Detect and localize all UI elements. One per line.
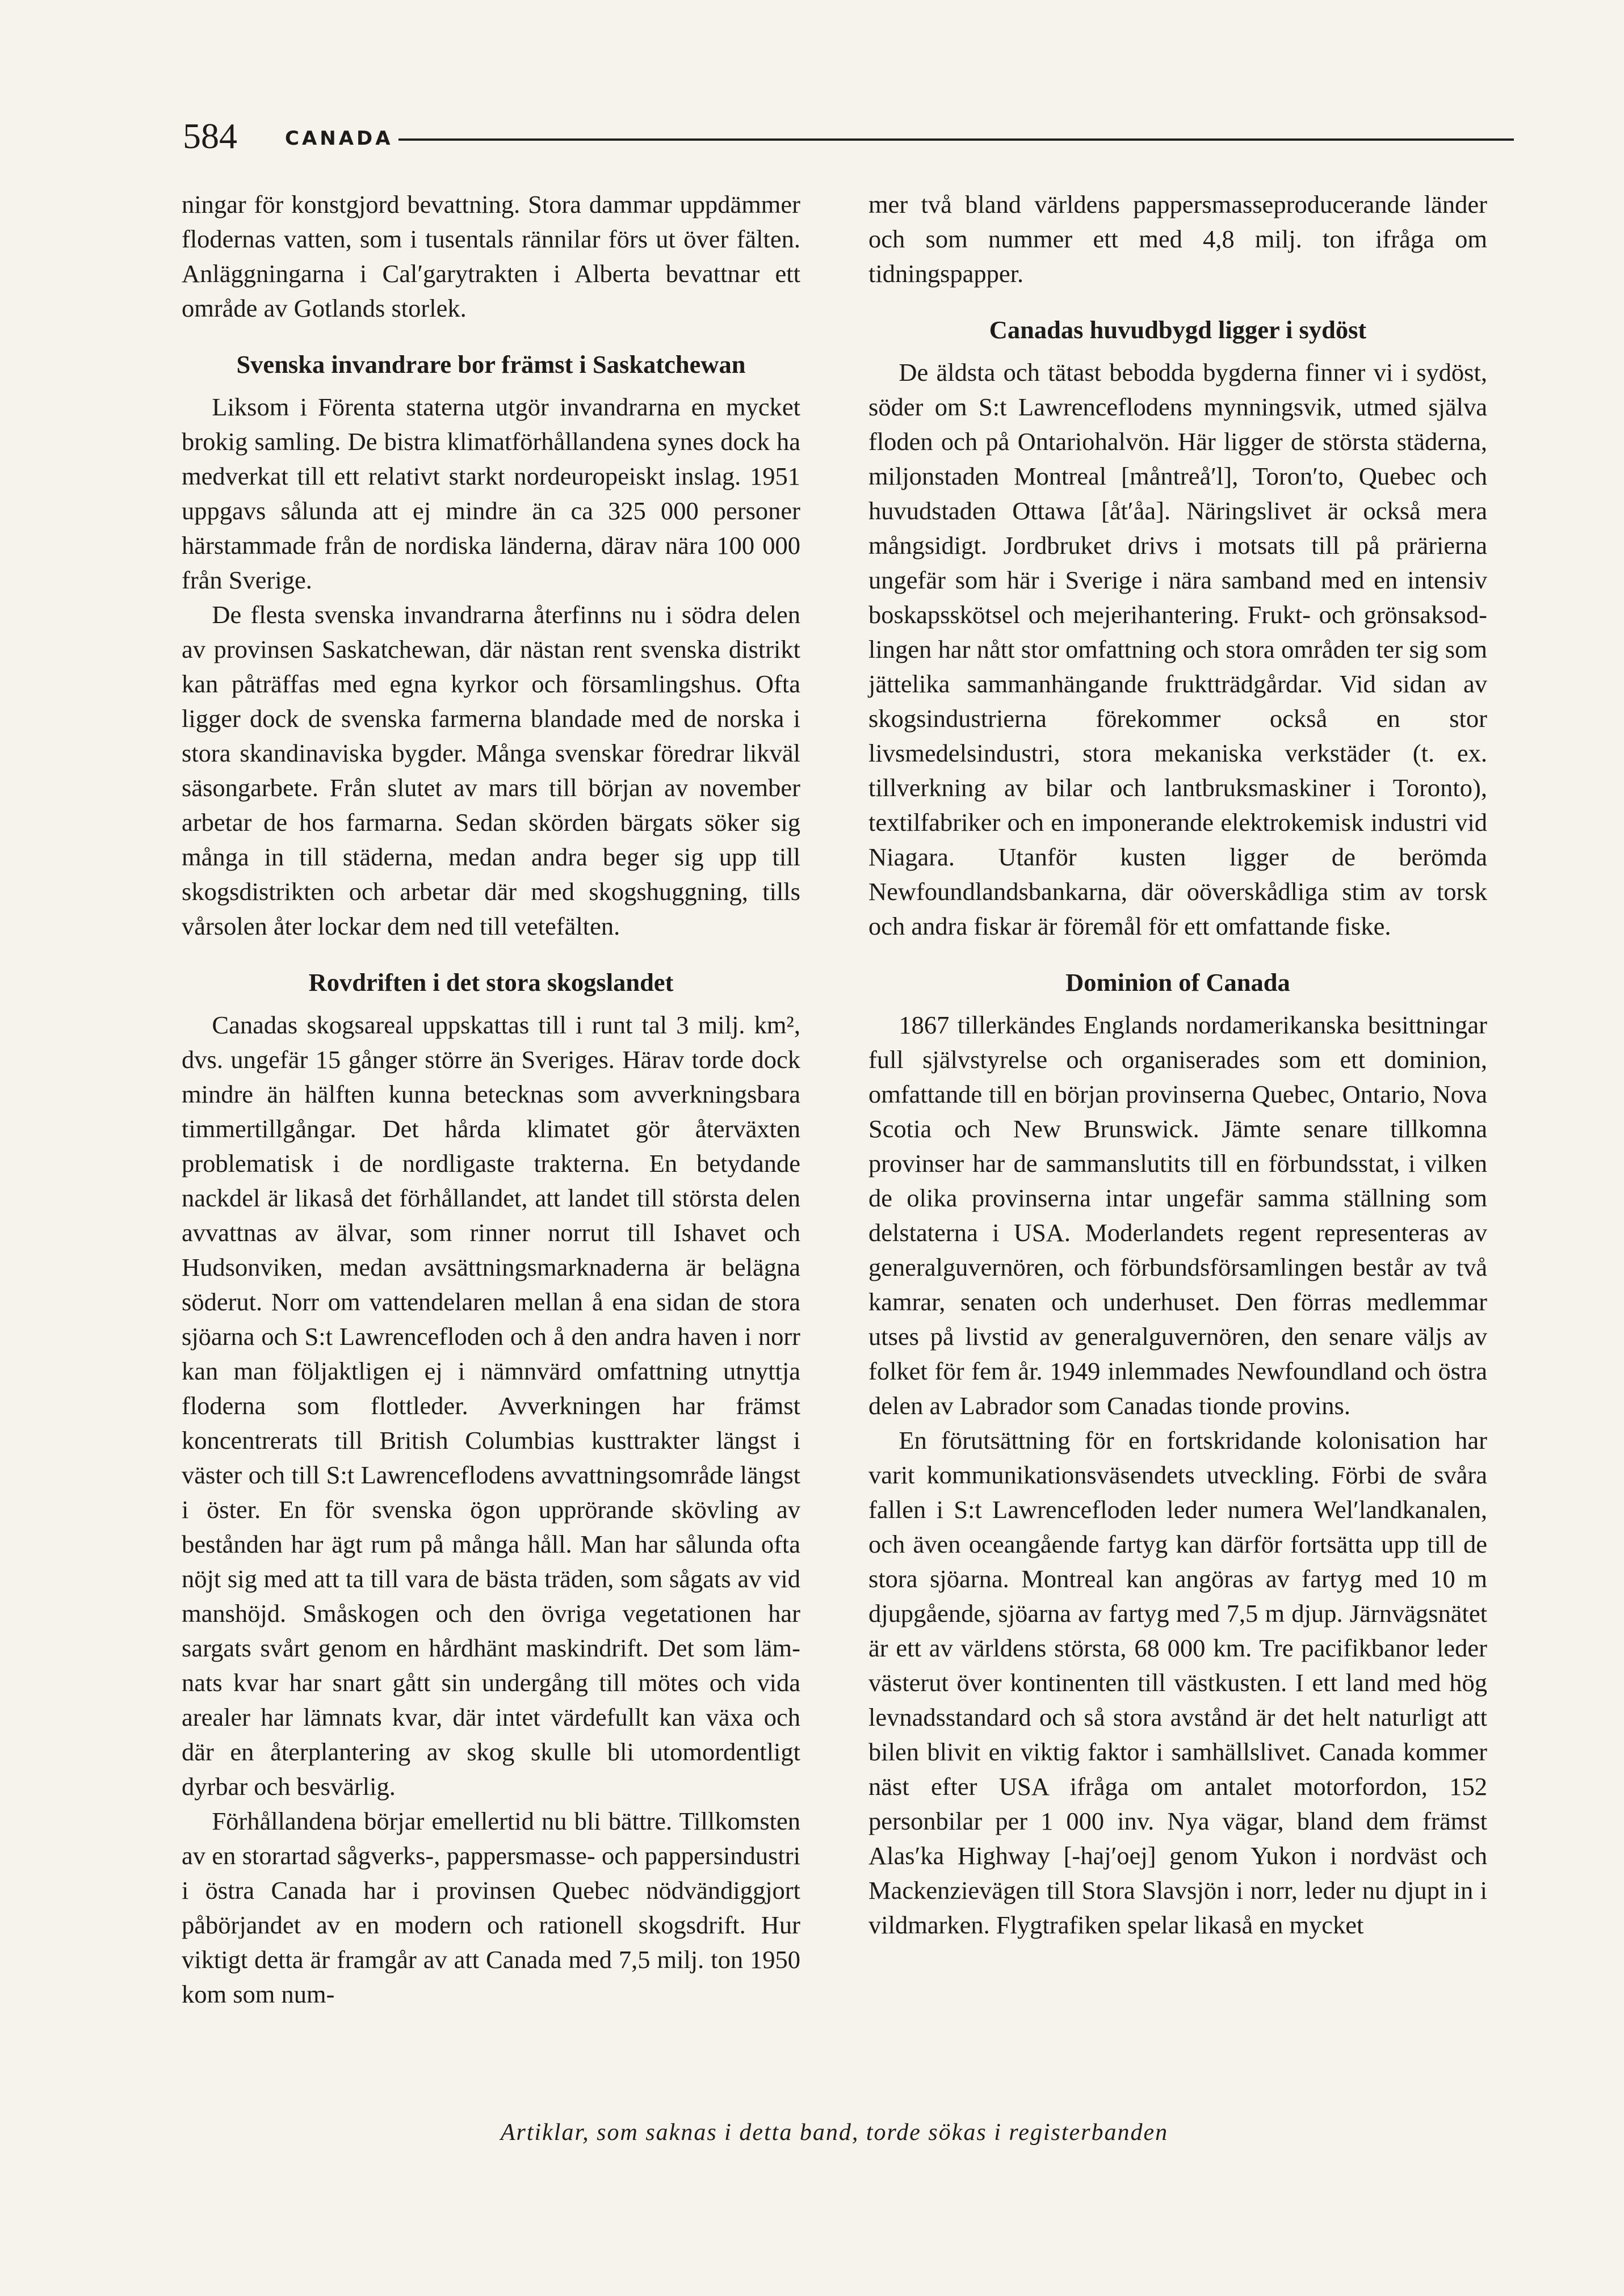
paragraph: Förhållandena börjar emellertid nu bli bättre. Tillkomsten av en storartad sågverks-, pappersmasse- och pappersindustri i östra Canada har i provinsen Quebec nödvändiggjort påbörjandet av en modern och rationell skogsdrift. Hur viktigt detta är framgår av att Canada med 7,5 milj. ton 1950 kom som num- [182,1807,800,2008]
paragraph: ningar för konstgjord bevattning. Stora dammar uppdämmer flodernas vatten, som i tusentals rännilar förs ut över fälten. Anläggningarna i Cal′garytrakten i Alberta bevattnar ett område av Gotlands storlek. [182,190,800,322]
running-head: CANADA [285,127,393,150]
page-number: 584 [183,116,237,156]
section-heading: Svenska invandrare bor främst i Saskatchewan [236,350,746,379]
paragraph: mer två bland världens pappersmasseproducerande länder och som nummer ett med 4,8 milj. ton ifråga om tidningspapper. [868,190,1487,288]
right-column [868,187,1487,1942]
paragraph: Liksom i Förenta staterna utgör invandrarna en mycket brokig samling. De bistra klimatförhållandena synes dock ha medverkat till ett relativt starkt nordeuropeiskt inslag. 1951 uppgavs sålunda att ej mindre än ca 325 000 personer härstammade från de nordiska länderna, därav nära 100 000 från Sverige. [182,393,800,594]
section-heading: Canadas huvudbygd ligger i sydöst [989,316,1367,344]
left-column [182,187,800,2012]
footer-note: Artiklar, som saknas i detta band, torde sökas i registerbanden [500,2120,1169,2146]
paragraph: Canadas skogsareal uppskattas till i runt tal 3 milj. km², dvs. ungefär 15 gånger större än Sveriges. Härav torde dock mindre än hälften kunna betecknas som avverkningsbara timmertillgångar. Det hårda klimatet gör återväxten problematisk i de nordligaste trakterna. En betydande nackdel är likaså det förhållandet, att landet till största delen avvattnas av älvar, som rinner norrut till Ishavet och Hudsonviken, medan avsättningsmarknaderna är belägna söderut. Norr om vattendelaren mellan å ena sidan de stora sjöarna och S:t Lawrencefloden och å den andra haven i norr kan man följaktligen ej i nämnvärd omfattning utnyttja floderna som flottleder. Avverkningen har främst koncentrerats till British Columbias kusttrakter längst i väster och till S:t Lawrenceflodens avvattningsområde längst i öster. En för svenska ögon upprörande skövling av bestånden har ägt rum på många håll. Man har sålunda ofta nöjt sig med att ta till vara de bästa träden, som sågats av vid manshöjd. Småskogen och den övriga vegetationen har sargats svårt genom en hårdhänt maskindrift. Det som lämnats kvar har snart gått sin undergång till mötes och vida arealer har lämnats kvar, där intet värdefullt kan växa och där en återplantering av skog skulle bli utomordentligt dyrbar och besvärlig. [182,1011,800,1801]
paragraph: En förutsättning för en fortskridande kolonisation har varit kommunikationsväsendets utveckling. Förbi de svåra fallen i S:t Lawrencefloden leder numera Wel′landkanalen, och även oceangående fartyg kan därför fortsätta upp till de stora sjöarna. Montreal kan angöras av fartyg med 10 m djupgående, sjöarna av fartyg med 7,5 m djup. Järnvägsnätet är ett av världens största, 68 000 km. Tre pacifikbanor leder västerut över kontinenten till västkusten. I ett land med hög levnadsstandard och så stora avstånd är det helt naturligt att bilen blivit en viktig faktor i samhällslivet. Canada kommer näst efter USA ifråga om antalet motorfordon, 152 personbilar per 1 000 inv. Nya vägar, bland dem främst Alas′ka Highway [-haj′oej] genom Yukon i nordväst och Mackenzievägen till Stora Slavsjön i norr, leder nu djupt in i vildmarken. Flygtrafiken spelar likaså en mycket [868,1426,1487,1939]
paragraph: 1867 tillerkändes Englands nordamerikanska besittningar full självstyrelse och organiserades som ett dominion, omfattande till en början provinserna Quebec, Ontario, Nova Scotia och New Brunswick. Jämte senare tillkomna provinser har de sammanslutits till en förbundsstat, i vilken de olika provinserna intar ungefär samma ställning som delstaterna i USA. Moderlandets regent representeras av generalguvernören, och förbundsförsamlingen består av två kamrar, senaten och underhuset. Den förras medlemmar utses på livstid av generalguvernören, den senare väljs av folket för fem år. 1949 inlemmades Newfoundland och östra delen av Labrador som Canadas tionde provins. [868,1011,1487,1420]
section-heading: Dominion of Canada [1065,968,1290,996]
paragraph: De äldsta och tätast bebodda bygderna finner vi i sydöst, söder om S:t Lawrenceflodens mynningsvik, utmed själva floden och på Ontariohalvön. Här ligger de största städerna, miljonstaden Montreal [måntreå′l], Toron′to, Quebec och huvudstaden Ottawa [åt′åa]. Näringslivet är också mera mångsidigt. Jordbruket drivs i motsats till på prärierna ungefär som här i Sverige i nära samband med en intensiv boskapsskötsel och mejerihantering. Frukt- och grönsaksodlingen har nått stor omfattning och stora områden ter sig som jättelika sammanhängande fruktträdgårdar. Vid sidan av skogsindustrierna förekommer också en stor livsmedelsindustri, stora mekaniska verkstäder (t. ex. tillverkning av bilar och lantbruksmaskiner i Toronto), textilfabriker och en imponerande elektrokemisk industri vid Niagara. Utanför kusten ligger de berömda Newfoundlandsbankarna, där oöverskådliga stim av torsk och andra fiskar är föremål för ett omfattande fiske. [868,358,1487,940]
header-rule [398,138,1514,141]
paragraph: De flesta svenska invandrarna återfinns nu i södra delen av provinsen Saskatchewan, där nästan rent svenska distrikt kan påträffas med egna kyrkor och församlingshus. Ofta ligger dock de svenska farmerna blandade med de norska i stora skandinaviska bygder. Många svenskar föredrar likväl säsongarbete. Från slutet av mars till början av november arbetar de hos farmarna. Sedan skörden bärgats söker sig många in till städerna, medan andra beger sig upp till skogsdistrikten och arbetar där med skogshuggning, tills vårsolen åter lockar dem ned till vetefälten. [182,600,800,940]
section-heading: Rovdriften i det stora skogslandet [308,968,674,996]
page-header [183,113,1514,170]
